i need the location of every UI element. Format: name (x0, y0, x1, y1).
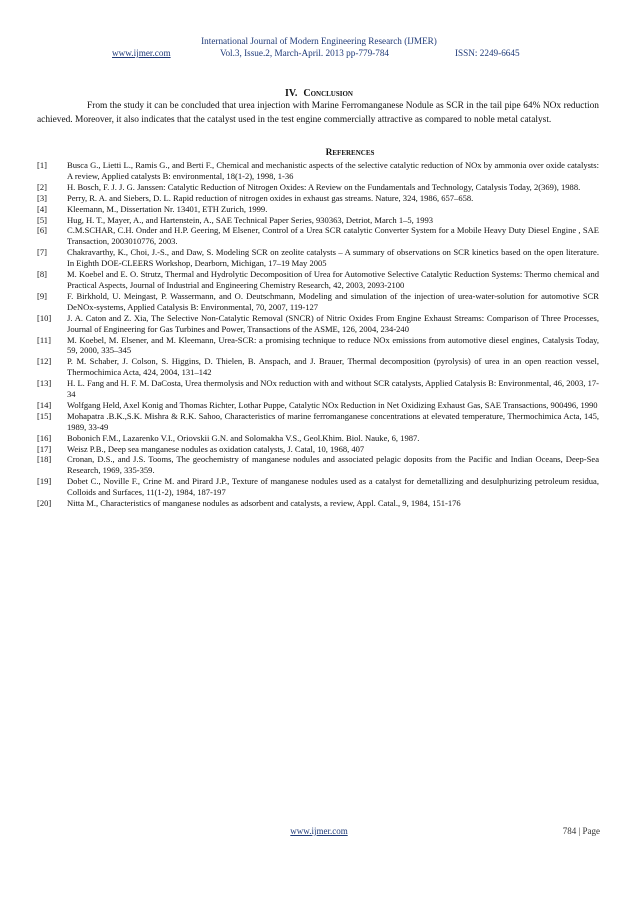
reference-item (37, 411, 599, 433)
section-number: IV. (285, 88, 298, 99)
reference-item (37, 313, 599, 335)
reference-text: Hug, H. T., Mayer, A., and Hartenstein, A., SAE Technical Paper Series, 930363, Detriot, March 1–5, 1993 (67, 214, 434, 225)
reference-number: [6] (37, 225, 47, 236)
journal-volume: Vol.3, Issue.2, March-April. 2013 pp-779-784 (220, 48, 390, 58)
references-heading (0, 148, 610, 158)
journal-header (0, 35, 638, 61)
conclusion-paragraph: From the study it can be concluded that urea injection with Marine Ferromanganese Nodule as SCR in the tail pipe 64% NOx reduction achieved. Moreover, it also indicates that the catalyst used in the test engine commercially attractive as compared to noble metal catalyst. (37, 101, 599, 125)
reference-item (37, 269, 599, 291)
journal-url-text[interactable]: www.ijmer.com (112, 48, 171, 58)
reference-number: [18] (37, 454, 52, 465)
reference-text: Chakravarthy, K., Choi, J.-S., and Daw, S. Modeling SCR on zeolite catalysts – A summary of observations on SCR kinetics based on the open literature. In Eighth DOE-CLEERS Workshop, Dearborn, Michigan, 17–19 May 2005 (67, 247, 599, 269)
reference-text: Bobonich F.M., Lazarenko V.I., Oriovskii G.N. and Solomakha V.S., Geol.Khim. Biol. Nauke, 6, 1987. (67, 432, 420, 443)
reference-number: [9] (37, 290, 47, 301)
reference-number: [20] (37, 498, 52, 509)
page-number: 784 | Page (562, 826, 600, 836)
footer-url-link[interactable]: www.ijmer.com (290, 826, 348, 836)
reference-item (37, 476, 599, 498)
reference-item (37, 204, 599, 215)
reference-text: C.M.SCHAR, C.H. Onder and H.P. Geering, M Elsener, Control of a Urea SCR catalytic Converter System for a Mobile Heavy Duty Diesel Engine , SAE Transaction, 2003010776, 2003. (67, 225, 599, 247)
section-title: Conclusion (303, 88, 353, 99)
reference-number: [4] (37, 203, 47, 214)
reference-text: Dobet C., Noville F., Crine M. and Pirard J.P., Texture of manganese nodules used as a catalyst for demetallizing and desulphurizing petroleum residua, Colloids and Surfaces, 11(1-2), 1984, 187-197 (67, 476, 599, 498)
reference-text: F. Birkhold, U. Meingast, P. Wassermann, and O. Deutschmann, Modeling and simulation of the injection of urea-water-solution for automotive SCR DeNOx-systems, Applied Catalysis B: Environmental, 70, 2007, 119-127 (67, 290, 599, 312)
reference-number: [11] (37, 334, 51, 345)
reference-text: Nitta M., Characteristics of manganese nodules as adsorbent and catalysts, a review, Appl. Catal., 9, 1984, 151-176 (67, 498, 461, 509)
reference-number: [19] (37, 476, 52, 487)
reference-text: H. Bosch, F. J. J. G. Janssen: Catalytic Reduction of Nitrogen Oxides: A Review on the Fundamentals and Technology, Catalysis Today, 2(369), 1988. (67, 181, 581, 192)
reference-number: [2] (37, 181, 47, 192)
reference-item (37, 454, 599, 476)
reference-text: Weisz P.B., Deep sea manganese nodules as oxidation catalysts, J. Catal, 10, 1968, 407 (67, 443, 365, 454)
section-heading (0, 88, 638, 99)
reference-text: P. M. Schaber, J. Colson, S. Higgins, D. Thielen, B. Anspach, and J. Brauer, Thermal decomposition (pyrolysis) of urea in an open reaction vessel, Thermochimica Acta, 424, 2004, 131–142 (67, 356, 599, 378)
reference-number: [14] (37, 399, 52, 410)
reference-item (37, 215, 599, 226)
reference-number: [16] (37, 432, 52, 443)
reference-number: [10] (37, 312, 52, 323)
reference-item (37, 444, 599, 455)
reference-item (37, 291, 599, 313)
reference-item (37, 160, 599, 182)
reference-item (37, 193, 599, 204)
reference-item (37, 335, 599, 357)
reference-item (37, 182, 599, 193)
reference-item (37, 498, 599, 509)
reference-text: M. Koebel and E. O. Strutz, Thermal and Hydrolytic Decomposition of Urea for Automotive Selective Catalytic Reduction Systems: Thermo chemical and Practical Aspects, Journal of Industrial and Engineering Chemistry Research, 42, 2003, 2093-2100 (67, 269, 599, 290)
reference-text: Wolfgang Held, Axel Konig and Thomas Richter, Lothar Puppe, Catalytic NOx Reduction in Net Oxidizing Exhaust Gas, SAE Transactions, 900496, 1990 (67, 399, 598, 410)
reference-item (37, 433, 599, 444)
reference-number: [13] (37, 378, 52, 389)
reference-number: [3] (37, 192, 47, 203)
reference-item (37, 247, 599, 269)
reference-text: Busca G., Lietti L., Ramis G., and Berti F., Chemical and mechanistic aspects of the selective catalytic reduction of NOx by ammonia over oxide catalysts: A review, Applied catalysts B: environmental, 18(1-2), 1998, 1-36 (67, 160, 599, 181)
reference-item (37, 225, 599, 247)
reference-text: M. Koebel, M. Elsener, and M. Kleemann, Urea-SCR: a promising technique to reduce NOx emissions from automotive diesel engines, Catalysis Today, 59, 2000, 335–345 (67, 334, 599, 356)
reference-number: [8] (37, 269, 47, 280)
reference-number: [12] (37, 356, 52, 367)
journal-url-link[interactable] (112, 47, 171, 59)
reference-item (37, 400, 599, 411)
journal-issn: ISSN: 2249-6645 (455, 48, 520, 58)
reference-number: [5] (37, 214, 47, 225)
journal-name: International Journal of Modern Engineering Research (IJMER) (201, 36, 437, 46)
reference-text: H. L. Fang and H. F. M. DaCosta, Urea thermolysis and NOx reduction with and without SCR catalysts, Applied Catalysis B: Environmental, 46, 2003, 17-34 (67, 378, 600, 400)
reference-number: [1] (37, 160, 47, 170)
reference-item (37, 378, 599, 400)
reference-item (37, 356, 599, 378)
reference-text: J. A. Caton and Z. Xia, The Selective Non-Catalytic Removal (SNCR) of Nitric Oxides From Engine Exhaust Streams: Comparison of Three Processes, Journal of Engineering for Gas Turbines and Power, Transactions of the ASME, 126, 2004, 234-240 (67, 312, 599, 334)
reference-text: Perry, R. A. and Siebers, D. L. Rapid reduction of nitrogen oxides in exhaust gas streams. Nature, 324, 1986, 657–658. (67, 192, 474, 203)
reference-number: [7] (37, 247, 47, 258)
reference-text: Cronan, D.S., and J.S. Tooms, The geochemistry of manganese nodules and associated pelagic doposits from the Pacific and Indian Oceans, Deep-Sea Research, 1969, 335-359. (67, 454, 599, 476)
references-list (37, 160, 599, 509)
journal-meta-row (0, 47, 638, 61)
references-title: References (325, 148, 375, 158)
reference-number: [17] (37, 443, 52, 454)
reference-text: Mohapatra .B.K.,S.K. Mishra & R.K. Sahoo, Characteristics of marine ferromanganese concentrations at elevated temperature, Thermochimica Acta, 145, 1989, 33-49 (67, 410, 599, 432)
reference-number: [15] (37, 410, 52, 421)
reference-text: Kleemann, M., Dissertation Nr. 13401, ETH Zurich, 1999. (67, 203, 268, 214)
